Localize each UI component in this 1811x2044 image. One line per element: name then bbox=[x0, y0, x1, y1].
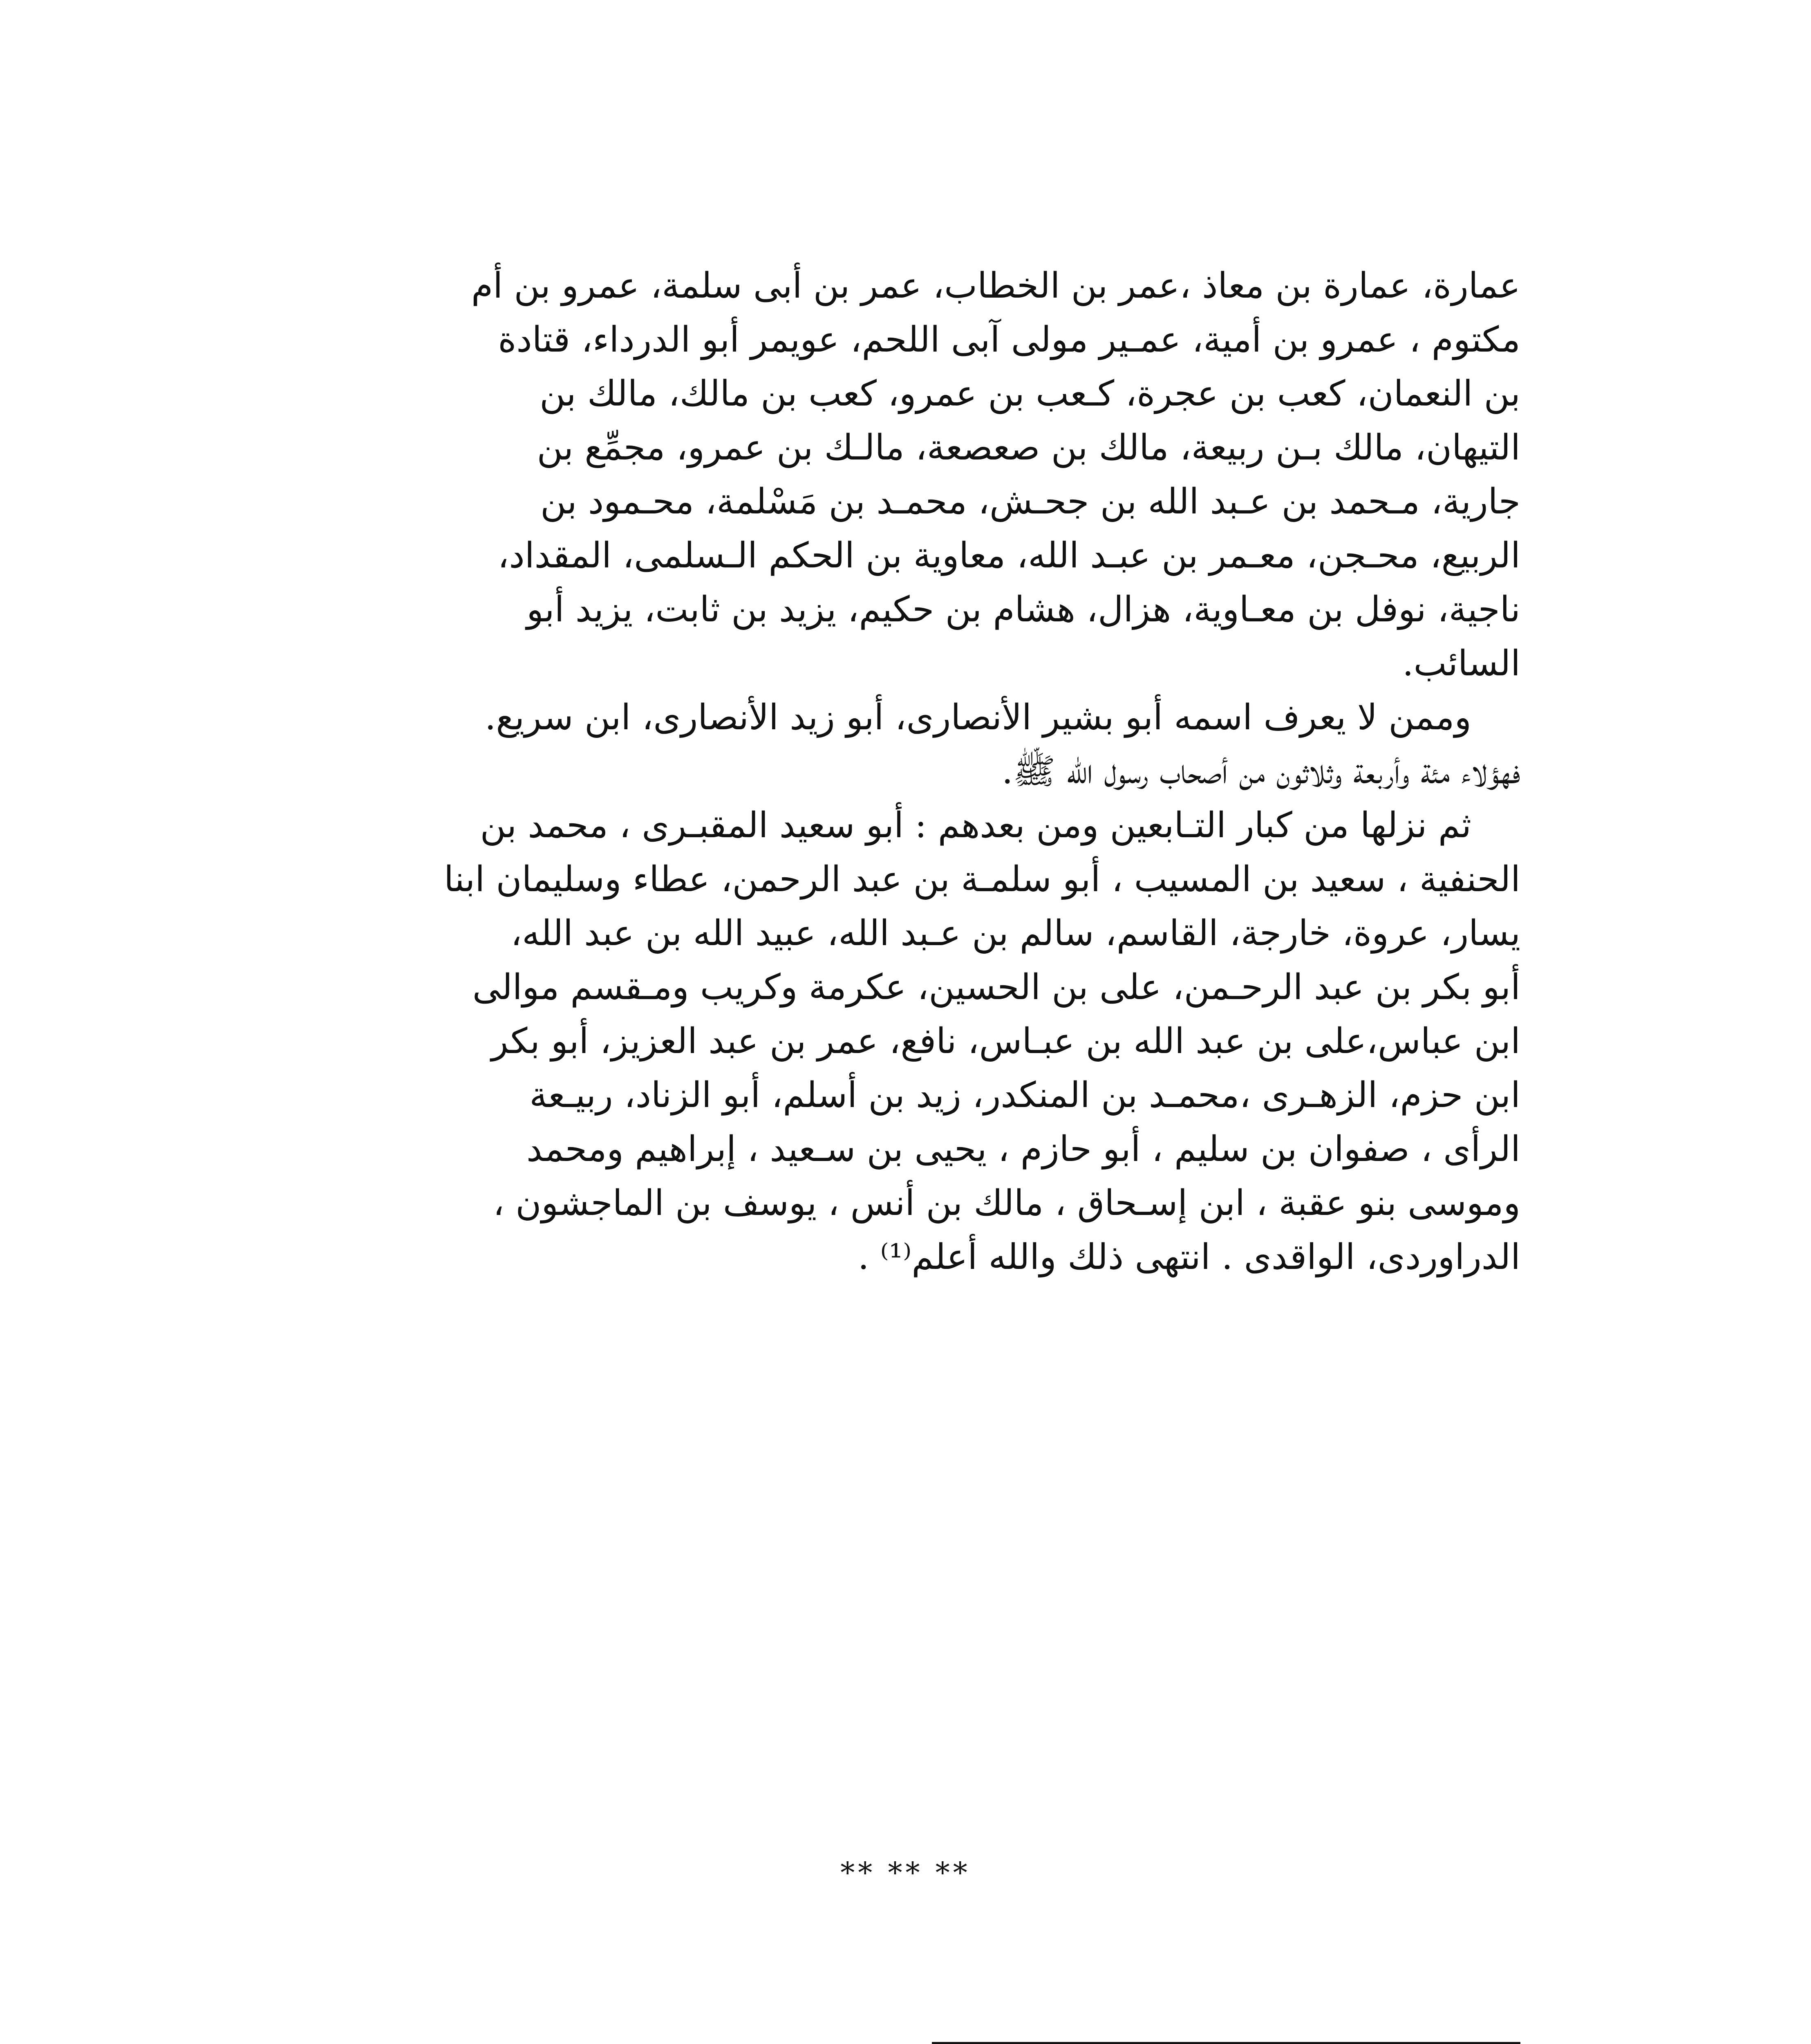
text-line: التيهان، مالك بـن ربيعة، مالك بن صعصعة، مالـك بن عمرو، مجمِّع بن bbox=[537, 427, 1520, 468]
text-line: ناجية، نوفل بن معـاوية، هزال، هشام بن حكيم، يزيد بن ثابت، يزيد أبو bbox=[526, 589, 1520, 630]
text-line: ابن عباس،على بن عبد الله بن عبـاس، نافع، عمر بن عبد العزيز، أبو بكر bbox=[491, 1021, 1520, 1062]
section-separator: ** ** ** bbox=[840, 1856, 971, 1889]
text-line: أبو بكر بن عبد الرحـمن، على بن الحسين، عكرمة وكريب ومـقسم موالى bbox=[472, 967, 1520, 1008]
text-line: عمارة، عمارة بن معاذ ،عمر بن الخطاب، عمر بن أبى سلمة، عمرو بن أم bbox=[471, 265, 1520, 306]
text-line: الربيع، محـجن، معـمر بن عبـد الله، معاوية بن الحكم الـسلمى، المقداد، bbox=[497, 535, 1520, 576]
text-line: ثم نزلها من كبار التـابعين ومن بعدهم : أبو سعيد المقبـرى ، محمد بن bbox=[480, 805, 1471, 846]
text-line: الحنفية ، سعيد بن المسيب ، أبو سلمـة بن عبد الرحمن، عطاء وسليمان ابنا bbox=[444, 859, 1520, 900]
text-line: مكتوم ، عمرو بن أمية، عمـير مولى آبى اللحم، عويمر أبو الدرداء، قتادة bbox=[498, 319, 1520, 360]
text-line: بن النعمان، كعب بن عجرة، كـعب بن عمرو، كعب بن مالك، مالك بن bbox=[539, 373, 1520, 414]
text-line: فهؤلاء مئة وأربعة وثلاثون من أصحاب رسول الله ﷺ. bbox=[1002, 751, 1520, 792]
text-line: وممن لا يعرف اسمه أبو بشير الأنصارى، أبو زيد الأنصارى، ابن سريع. bbox=[485, 697, 1471, 738]
footnote-divider bbox=[932, 2042, 1520, 2044]
text-line: الدراوردى، الواقدى . انتهى ذلك والله أعلم⁽¹⁾ . bbox=[857, 1237, 1520, 1278]
text-line: الرأى ، صفوان بن سليم ، أبو حازم ، يحيى بن سـعيد ، إبراهيم ومحمد bbox=[526, 1129, 1520, 1170]
text-line: جارية، مـحمد بن عـبد الله بن جحـش، محمـد بن مَسْلمة، محـمود بن bbox=[540, 481, 1520, 522]
text-line: وموسى بنو عقبة ، ابن إسـحاق ، مالك بن أنس ، يوسف بن الماجشون ، bbox=[493, 1183, 1520, 1224]
text-line: يسار، عروة، خارجة، القاسم، سالم بن عـبد الله، عبيد الله بن عبد الله، bbox=[510, 913, 1520, 954]
text-line: السائب. bbox=[1402, 643, 1520, 684]
text-line: ابن حزم، الزهـرى ،محمـد بن المنكدر، زيد بن أسلم، أبو الزناد، ربيـعة bbox=[529, 1075, 1520, 1116]
main-text bbox=[302, 262, 1520, 1287]
